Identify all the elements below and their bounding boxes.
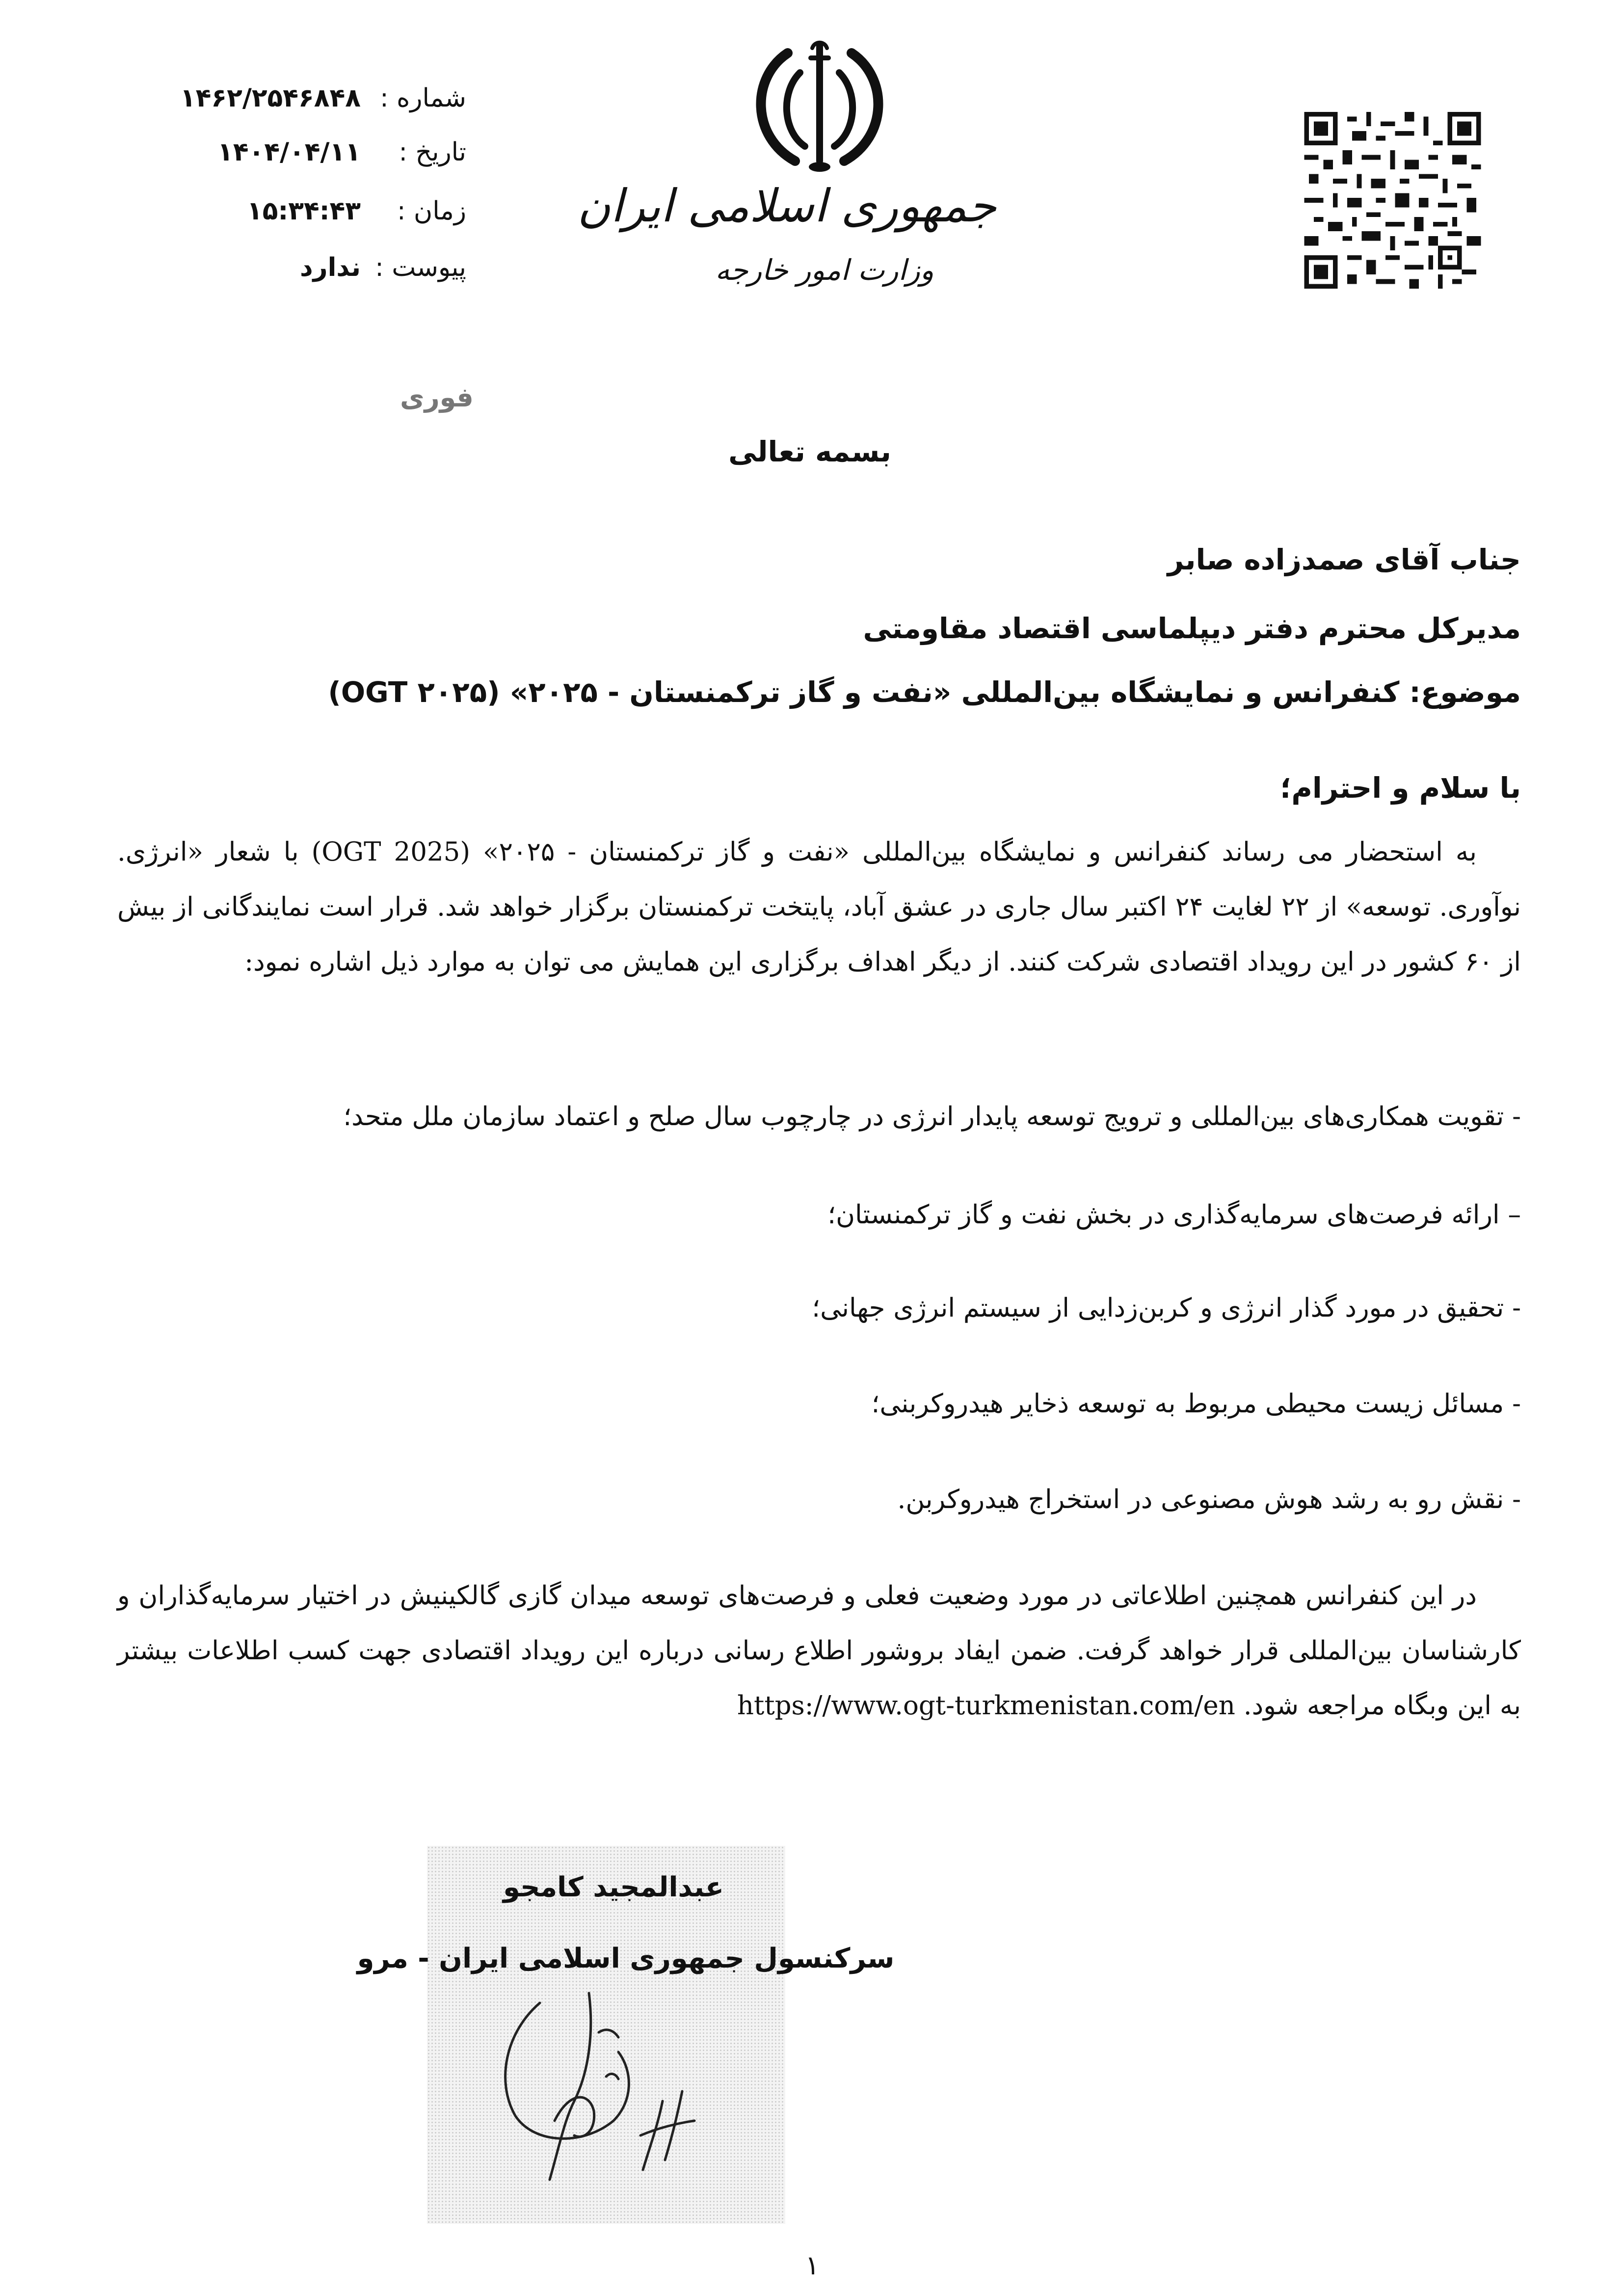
body-paragraph-2-text: در این کنفرانس همچنین اطلاعاتی در مورد وضعیت فعلی و فرصت‌های توسعه میدان گازی گالکینیش در اختیار سرمایه‌گذاران و کارشناسان بین‌المللی قرار خواهد گرفت. ضمن ایفاد بروشور اطلاع رسانی درباره این رویداد اقتصادی جهت کسب اطلاعات بیشتر به این وبگاه مراجعه شود. [117, 1581, 1521, 1721]
body-paragraph-1: به استحضار می رساند کنفرانس و نمایشگاه بین‌المللی «نفت و گاز ترکمنستان - ۲۰۲۵» (OGT 2025) با شعار «انرژی. نوآوری. توسعه» از ۲۲ لغایت ۲۴ اکتبر سال جاری در عشق آباد، پایتخت ترکمنستان برگزار خواهد شد. قرار است نمایندگانی از بیش از ۶۰ کشور در این رویداد اقتصادی شرکت کنند. از دیگر اهداف برگزاری این همایش می توان به موارد ذیل اشاره نمود: [117, 837, 1521, 977]
handwritten-signature-icon [471, 1915, 726, 2219]
letter-time-label: زمان : [397, 196, 466, 226]
signatory-name: عبدالمجید کامجو [503, 1871, 724, 1903]
bullet-item-5: - نقش رو به رشد هوش مصنوعی در استخراج هیدروکربن. [897, 1485, 1521, 1514]
website-link[interactable]: https://www.ogt-turkmenistan.com/en [737, 1691, 1235, 1721]
signatory-title: سرکنسول جمهوری اسلامی ایران - مرو [357, 1943, 895, 1974]
letter-attachment-label: پیوست : [375, 253, 466, 282]
recipient-position: مدیرکل محترم دفتر دیپلماسی اقتصاد مقاومتی [863, 612, 1521, 645]
bullet-item-1: - تقویت همکاری‌های بین‌المللی و ترویج توسعه پایدار انرژی در چارچوب سال صلح و اعتماد سازمان ملل متحد؛ [343, 1102, 1521, 1132]
bullet-item-2: – ارائه فرصت‌های سرمایه‌گذاری در بخش نفت و گاز ترکمنستان؛ [827, 1200, 1521, 1230]
iran-emblem-icon [741, 38, 898, 176]
letter-attachment-value: ندارد [299, 253, 361, 282]
letter-number [142, 76, 466, 120]
letter-time-value: ۱۵:۳۴:۴۳ [246, 196, 361, 226]
letter-number-value: ۱۴۶۲/۲۵۴۶۸۴۸ [180, 83, 361, 113]
letter-subject: موضوع: کنفرانس و نمایشگاه بین‌المللی «نفت و گاز ترکمنستان - ۲۰۲۵» (OGT ۲۰۲۵) [328, 675, 1521, 709]
letter-date [142, 130, 466, 174]
letter-number-label: شماره : [380, 83, 466, 113]
emblem-title: جمهوری اسلامی ایران [577, 180, 996, 232]
letter-time [142, 189, 466, 233]
recipient-name: جناب آقای صمدزاده صابر [1167, 543, 1521, 576]
body-paragraph-2 [117, 1568, 1521, 1733]
urgency-label: فوری [400, 382, 474, 413]
bullet-item-3: - تحقیق در مورد گذار انرژی و کربن‌زدایی از سیستم انرژی جهانی؛ [812, 1293, 1521, 1323]
letter-date-label: تاریخ : [399, 137, 466, 167]
bismillah-heading: بسمه تعالی [728, 435, 891, 468]
page-number: ۱ [805, 2250, 820, 2281]
qr-code-icon [1303, 112, 1482, 289]
letter-attachment [142, 245, 466, 290]
bullet-item-4: - مسائل زیست محیطی مربوط به توسعه ذخایر هیدروکربنی؛ [871, 1389, 1521, 1419]
greeting: با سلام و احترام؛ [1280, 771, 1521, 805]
letter-date-value: ۱۴۰۴/۰۴/۱۱ [217, 137, 361, 167]
emblem-subtitle: وزارت امور خارجه [715, 253, 934, 287]
